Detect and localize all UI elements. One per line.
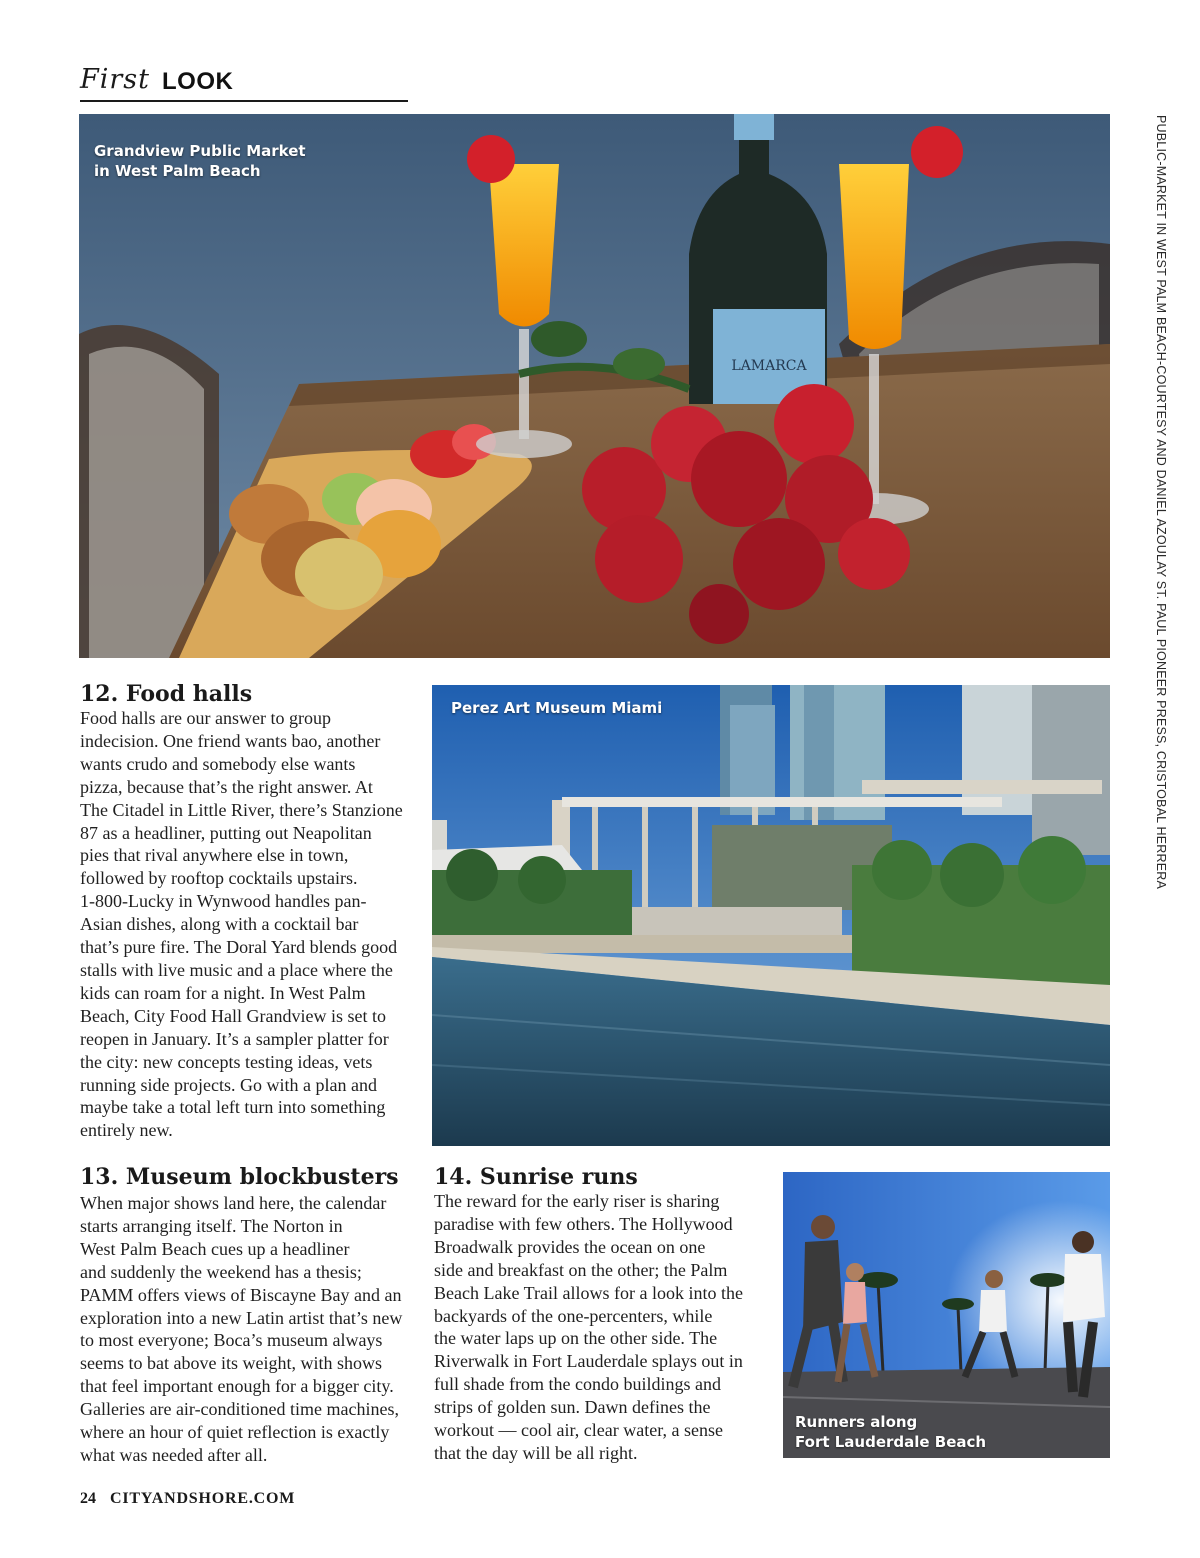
runners-caption-line: Fort Lauderdale Beach bbox=[795, 1433, 987, 1451]
body-line: that the day will be all right. bbox=[434, 1442, 638, 1463]
body-line: the water laps up on the other side. The bbox=[434, 1328, 718, 1349]
body-sunrise-runs bbox=[434, 1190, 743, 1465]
section-header bbox=[80, 62, 408, 102]
runners-caption-line: Runners along bbox=[795, 1413, 918, 1431]
pamm-caption bbox=[451, 698, 662, 718]
body-line: PAMM offers views of Biscayne Bay and an bbox=[80, 1284, 402, 1305]
body-line: workout — cool air, clear water, a sense bbox=[434, 1420, 723, 1441]
photo-credit-text: PUBLIC-MARKET IN WEST PALM BEACH-COURTESY AND DANIEL AZOULAY ST. PAUL PIONEER PRESS, CRISTOBAL HERRERA bbox=[1154, 115, 1168, 890]
body-line: Beach, City Food Hall Grandview is set to bbox=[80, 1005, 386, 1026]
page-folio bbox=[80, 1490, 295, 1508]
body-line: maybe take a total left turn into something bbox=[80, 1097, 386, 1118]
photo-credit bbox=[1154, 115, 1169, 890]
body-line: 87 as a headliner, putting out Neapolitan bbox=[80, 822, 372, 843]
body-line: West Palm Beach cues up a headliner bbox=[80, 1238, 350, 1259]
body-line: the city: new concepts testing ideas, vets bbox=[80, 1051, 373, 1072]
body-line: 1-800-Lucky in Wynwood handles pan- bbox=[80, 891, 367, 912]
pamm-photo-illustration bbox=[432, 685, 1110, 1146]
pamm-photo bbox=[432, 685, 1110, 1146]
market-caption-line: in West Palm Beach bbox=[94, 162, 261, 180]
body-food-halls bbox=[80, 707, 403, 1142]
heading-museum-blockbusters: 13. Museum blockbusters bbox=[80, 1164, 399, 1190]
body-line: running side projects. Go with a plan and bbox=[80, 1074, 377, 1095]
body-line: Asian dishes, along with a cocktail bar bbox=[80, 914, 359, 935]
body-line: where an hour of quiet reflection is exactly bbox=[80, 1422, 390, 1443]
header-bold-word: LOOK bbox=[162, 68, 234, 95]
page-number: 24 bbox=[80, 1490, 96, 1507]
body-line: Riverwalk in Fort Lauderdale splays out in bbox=[434, 1351, 743, 1372]
body-line: paradise with few others. The Hollywood bbox=[434, 1213, 733, 1234]
pamm-caption-line: Perez Art Museum Miami bbox=[451, 699, 663, 717]
runners-caption bbox=[795, 1412, 986, 1452]
body-line: strips of golden sun. Dawn defines the bbox=[434, 1397, 711, 1418]
body-line: Beach Lake Trail allows for a look into the bbox=[434, 1282, 743, 1303]
body-museum-blockbusters bbox=[80, 1192, 402, 1467]
bottle-label: LAMARCA bbox=[731, 358, 807, 374]
body-line: Galleries are air-conditioned time machines, bbox=[80, 1399, 400, 1420]
body-line: and suddenly the weekend has a thesis; bbox=[80, 1261, 362, 1282]
body-line: entirely new. bbox=[80, 1120, 173, 1141]
heading-sunrise-runs: 14. Sunrise runs bbox=[434, 1164, 638, 1190]
market-caption-line: Grandview Public Market bbox=[94, 142, 306, 160]
body-line: stalls with live music and a place where the bbox=[80, 959, 393, 980]
market-caption bbox=[94, 141, 306, 181]
body-line: seems to bat above its weight, with shows bbox=[80, 1353, 382, 1374]
body-line: what was needed after all. bbox=[80, 1444, 268, 1465]
body-line: kids can roam for a night. In West Palm bbox=[80, 982, 366, 1003]
body-line: starts arranging itself. The Norton in bbox=[80, 1215, 343, 1236]
runners-photo bbox=[783, 1172, 1110, 1458]
header-script-word: First bbox=[80, 64, 150, 95]
market-photo bbox=[79, 114, 1110, 658]
body-line: backyards of the one-percenters, while bbox=[434, 1305, 713, 1326]
body-line: When major shows land here, the calendar bbox=[80, 1193, 387, 1213]
body-line: wants crudo and somebody else wants bbox=[80, 753, 356, 774]
body-line: Food halls are our answer to group bbox=[80, 708, 331, 728]
heading-food-halls: 12. Food halls bbox=[80, 681, 253, 707]
body-line: pies that rival anywhere else in town, bbox=[80, 845, 349, 866]
body-line: full shade from the condo buildings and bbox=[434, 1374, 721, 1395]
body-line: The Citadel in Little River, there’s Stanzione bbox=[80, 799, 403, 820]
body-line: reopen in January. It’s a sampler platter for bbox=[80, 1028, 389, 1049]
body-line: exploration into a new Latin artist that’s new bbox=[80, 1307, 403, 1328]
body-line: followed by rooftop cocktails upstairs. bbox=[80, 868, 358, 889]
market-photo-illustration bbox=[79, 114, 1110, 658]
body-line: pizza, because that’s the right answer. At bbox=[80, 776, 373, 797]
body-line: indecision. One friend wants bao, another bbox=[80, 730, 381, 751]
body-line: that’s pure fire. The Doral Yard blends good bbox=[80, 937, 398, 958]
site-url: CITYANDSHORE.COM bbox=[110, 1490, 296, 1507]
body-line: that feel important enough for a bigger city. bbox=[80, 1376, 394, 1397]
body-line: The reward for the early riser is sharing bbox=[434, 1191, 720, 1211]
body-line: to most everyone; Boca’s museum always bbox=[80, 1330, 383, 1351]
body-line: side and breakfast on the other; the Palm bbox=[434, 1259, 728, 1280]
body-line: Broadwalk provides the ocean on one bbox=[434, 1236, 706, 1257]
